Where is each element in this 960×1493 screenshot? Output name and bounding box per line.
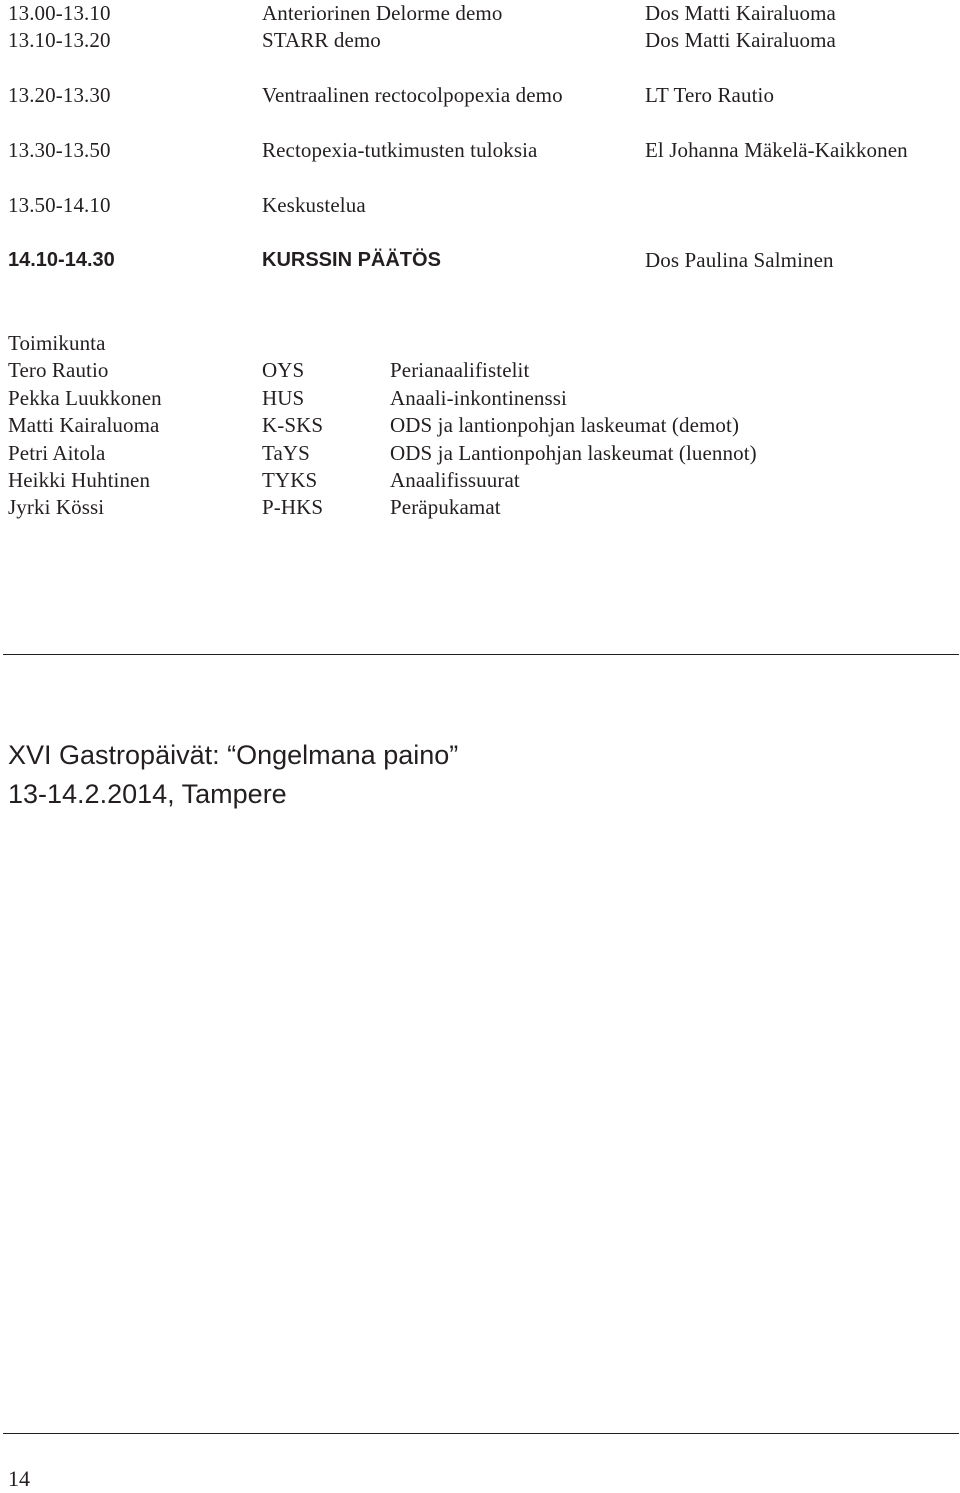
schedule-title: Rectopexia-tutkimusten tuloksia bbox=[262, 138, 538, 162]
schedule-title: Keskustelua bbox=[262, 193, 366, 217]
committee-member-org: P-HKS bbox=[262, 495, 324, 519]
schedule-title: Anteriorinen Delorme demo bbox=[262, 1, 503, 25]
committee-member-name: Tero Rautio bbox=[8, 358, 109, 382]
committee-member-topic: Peräpukamat bbox=[390, 495, 501, 519]
committee-member-org: TaYS bbox=[262, 441, 310, 465]
committee-member-topic: Perianaalifistelit bbox=[390, 358, 530, 382]
committee-member-topic: ODS ja lantionpohjan laskeumat (demot) bbox=[390, 413, 740, 437]
schedule-time: 13.20-13.30 bbox=[8, 83, 111, 107]
schedule-time: 13.30-13.50 bbox=[8, 138, 111, 162]
committee-member-org: OYS bbox=[262, 358, 305, 382]
event-title-prefix: XVI Gastropäivät: bbox=[8, 740, 228, 770]
committee-member-name: Pekka Luukkonen bbox=[8, 386, 162, 410]
schedule-person: Dos Matti Kairaluoma bbox=[645, 28, 836, 52]
committee-heading: Toimikunta bbox=[8, 331, 106, 355]
committee-member-org: TYKS bbox=[262, 468, 318, 492]
schedule-title: STARR demo bbox=[262, 28, 381, 52]
committee-member-name: Matti Kairaluoma bbox=[8, 413, 160, 437]
committee-member-org: K-SKS bbox=[262, 413, 324, 437]
committee-member-name: Jyrki Kössi bbox=[8, 495, 105, 519]
schedule-time: 13.50-14.10 bbox=[8, 193, 111, 217]
event-title bbox=[8, 738, 458, 772]
schedule-time: 13.00-13.10 bbox=[8, 1, 111, 25]
committee-member-name: Heikki Huhtinen bbox=[8, 468, 151, 492]
schedule-title: Ventraalinen rectocolpopexia demo bbox=[262, 83, 563, 107]
schedule-person: El Johanna Mäkelä-Kaikkonen bbox=[645, 138, 908, 162]
event-title-quote: “Ongelmana paino” bbox=[227, 740, 459, 770]
event-date-location: 13-14.2.2014, Tampere bbox=[8, 779, 287, 809]
schedule-time: 14.10-14.30 bbox=[8, 249, 115, 271]
footer-divider bbox=[3, 1433, 959, 1434]
schedule-title: KURSSIN PÄÄTÖS bbox=[262, 249, 441, 271]
committee-member-topic: ODS ja Lantionpohjan laskeumat (luennot) bbox=[390, 441, 757, 465]
schedule-time: 13.10-13.20 bbox=[8, 28, 111, 52]
committee-member-topic: Anaalifissuurat bbox=[390, 468, 520, 492]
schedule-person: Dos Paulina Salminen bbox=[645, 248, 834, 272]
page-number: 14 bbox=[8, 1466, 30, 1491]
committee-member-name: Petri Aitola bbox=[8, 441, 106, 465]
section-divider bbox=[3, 654, 959, 655]
committee-member-org: HUS bbox=[262, 386, 305, 410]
committee-member-topic: Anaali-inkontinenssi bbox=[390, 386, 567, 410]
schedule-person: Dos Matti Kairaluoma bbox=[645, 1, 836, 25]
schedule-person: LT Tero Rautio bbox=[645, 83, 775, 107]
